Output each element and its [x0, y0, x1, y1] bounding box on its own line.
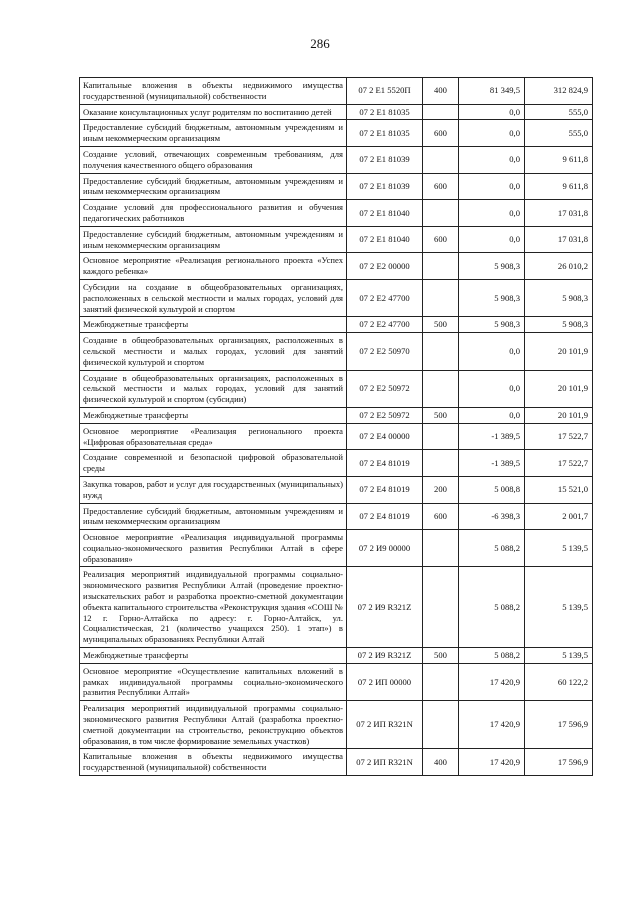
expense-type-cell: [423, 450, 459, 477]
expense-type-cell: 600: [423, 120, 459, 147]
change-amount-cell: 0,0: [459, 146, 525, 173]
change-amount-cell: 5 088,2: [459, 567, 525, 648]
change-amount-cell: 0,0: [459, 200, 525, 227]
budget-table: [79, 77, 593, 776]
expense-type-cell: 500: [423, 648, 459, 664]
total-amount-cell: 20 101,9: [525, 333, 593, 370]
target-article-code-cell: 07 2 ИП R321N: [347, 749, 423, 776]
change-amount-cell: 0,0: [459, 370, 525, 407]
expense-name-cell: Создание условий, отвечающих современным требованиям, для получения качественного общего образования: [80, 146, 347, 173]
expense-name-cell: Межбюджетные трансферты: [80, 317, 347, 333]
target-article-code-cell: 07 2 И9 R321Z: [347, 648, 423, 664]
total-amount-cell: 555,0: [525, 120, 593, 147]
expense-type-cell: [423, 333, 459, 370]
table-row: [80, 648, 593, 664]
expense-name-cell: Создание в общеобразовательных организациях, расположенных в сельской местности и малых городах, условий для занятий физической культурой и спортом (субсидии): [80, 370, 347, 407]
expense-type-cell: 400: [423, 749, 459, 776]
change-amount-cell: -6 398,3: [459, 503, 525, 530]
expense-name-cell: Предоставление субсидий бюджетным, автономным учреждениям и иным некоммерческим организациям: [80, 226, 347, 253]
total-amount-cell: 9 611,8: [525, 146, 593, 173]
change-amount-cell: 0,0: [459, 120, 525, 147]
expense-type-cell: [423, 567, 459, 648]
expense-type-cell: [423, 279, 459, 316]
expense-name-cell: Предоставление субсидий бюджетным, автономным учреждениям и иным некоммерческим организациям: [80, 173, 347, 200]
target-article-code-cell: 07 2 E4 81019: [347, 476, 423, 503]
table-row: [80, 146, 593, 173]
table-row: [80, 749, 593, 776]
change-amount-cell: 5 088,2: [459, 530, 525, 567]
expense-name-cell: Капитальные вложения в объекты недвижимого имущества государственной (муниципальной) собственности: [80, 749, 347, 776]
change-amount-cell: 0,0: [459, 173, 525, 200]
table-row: [80, 476, 593, 503]
target-article-code-cell: 07 2 E4 81019: [347, 503, 423, 530]
table-row: [80, 279, 593, 316]
total-amount-cell: 5 139,5: [525, 567, 593, 648]
expense-name-cell: Закупка товаров, работ и услуг для государственных (муниципальных) нужд: [80, 476, 347, 503]
total-amount-cell: 15 521,0: [525, 476, 593, 503]
change-amount-cell: 5 088,2: [459, 648, 525, 664]
total-amount-cell: 17 522,7: [525, 450, 593, 477]
total-amount-cell: 17 596,9: [525, 701, 593, 749]
expense-name-cell: Основное мероприятие «Осуществление капитальных вложений в рамках индивидуальной программы социально-экономического развития Республики Алтай»: [80, 663, 347, 700]
expense-type-cell: [423, 200, 459, 227]
total-amount-cell: 5 139,5: [525, 648, 593, 664]
target-article-code-cell: 07 2 E1 81040: [347, 200, 423, 227]
expense-name-cell: Предоставление субсидий бюджетным, автономным учреждениям и иным некоммерческим организациям: [80, 120, 347, 147]
target-article-code-cell: 07 2 E1 81039: [347, 173, 423, 200]
total-amount-cell: 26 010,2: [525, 253, 593, 280]
total-amount-cell: 5 908,3: [525, 317, 593, 333]
target-article-code-cell: 07 2 E4 81019: [347, 450, 423, 477]
expense-type-cell: 500: [423, 317, 459, 333]
total-amount-cell: 312 824,9: [525, 78, 593, 105]
expense-type-cell: [423, 701, 459, 749]
table-row: [80, 407, 593, 423]
table-row: [80, 200, 593, 227]
total-amount-cell: 5 908,3: [525, 279, 593, 316]
table-row: [80, 530, 593, 567]
expense-type-cell: [423, 663, 459, 700]
table-row: [80, 253, 593, 280]
expense-type-cell: 500: [423, 407, 459, 423]
table-row: [80, 701, 593, 749]
expense-name-cell: Субсидии на создание в общеобразовательных организациях, расположенных в сельской местности и малых городах, условий для занятий физической культурой и спортом: [80, 279, 347, 316]
target-article-code-cell: 07 2 E1 81035: [347, 120, 423, 147]
expense-type-cell: [423, 423, 459, 450]
table-row: [80, 333, 593, 370]
change-amount-cell: 81 349,5: [459, 78, 525, 105]
change-amount-cell: 17 420,9: [459, 749, 525, 776]
table-row: [80, 370, 593, 407]
change-amount-cell: 0,0: [459, 226, 525, 253]
table-row: [80, 104, 593, 120]
expense-type-cell: [423, 530, 459, 567]
target-article-code-cell: 07 2 E2 50972: [347, 407, 423, 423]
expense-type-cell: 600: [423, 503, 459, 530]
total-amount-cell: 9 611,8: [525, 173, 593, 200]
total-amount-cell: 17 031,8: [525, 200, 593, 227]
total-amount-cell: 20 101,9: [525, 407, 593, 423]
change-amount-cell: 5 008,8: [459, 476, 525, 503]
table-row: [80, 567, 593, 648]
expense-type-cell: 400: [423, 78, 459, 105]
target-article-code-cell: 07 2 E2 47700: [347, 279, 423, 316]
expense-name-cell: Основное мероприятие «Реализация индивидуальной программы социально-экономического развития Республики Алтай в сфере образования»: [80, 530, 347, 567]
expense-name-cell: Реализация мероприятий индивидуальной программы социально-экономического развития Республики Алтай (проведение проектно-изыскательских работ и разработка проектно-сметной документации объекта капитального строительства «Реконструкция здания «СОШ № 12 г. Горно-Алтайска по адресу: г. Горно-Алтайск, ул. Социалистическая, 21 (количество учащихся 250). 1 этап») в муниципальных образованиях Республики Алтай: [80, 567, 347, 648]
target-article-code-cell: 07 2 E2 50970: [347, 333, 423, 370]
expense-name-cell: Основное мероприятие «Реализация регионального проекта «Цифровая образовательная среда»: [80, 423, 347, 450]
total-amount-cell: 17 522,7: [525, 423, 593, 450]
total-amount-cell: 17 596,9: [525, 749, 593, 776]
target-article-code-cell: 07 2 ИП 00000: [347, 663, 423, 700]
target-article-code-cell: 07 2 E1 81040: [347, 226, 423, 253]
page-number: 286: [310, 36, 330, 51]
target-article-code-cell: 07 2 E2 00000: [347, 253, 423, 280]
expense-name-cell: Создание современной и безопасной цифровой образовательной среды: [80, 450, 347, 477]
table-row: [80, 423, 593, 450]
budget-table-body: [80, 78, 593, 776]
expense-name-cell: Межбюджетные трансферты: [80, 407, 347, 423]
target-article-code-cell: 07 2 E2 50972: [347, 370, 423, 407]
target-article-code-cell: 07 2 И9 R321Z: [347, 567, 423, 648]
expense-name-cell: Создание условий для профессионального развития и обучения педагогических работников: [80, 200, 347, 227]
expense-type-cell: [423, 104, 459, 120]
expense-type-cell: [423, 146, 459, 173]
table-row: [80, 120, 593, 147]
table-row: [80, 663, 593, 700]
expense-type-cell: [423, 253, 459, 280]
expense-type-cell: 600: [423, 226, 459, 253]
change-amount-cell: 17 420,9: [459, 701, 525, 749]
expense-type-cell: 200: [423, 476, 459, 503]
change-amount-cell: 0,0: [459, 407, 525, 423]
target-article-code-cell: 07 2 E1 5520П: [347, 78, 423, 105]
total-amount-cell: 5 139,5: [525, 530, 593, 567]
change-amount-cell: 5 908,3: [459, 253, 525, 280]
target-article-code-cell: 07 2 И9 00000: [347, 530, 423, 567]
change-amount-cell: 17 420,9: [459, 663, 525, 700]
target-article-code-cell: 07 2 E4 00000: [347, 423, 423, 450]
expense-name-cell: Создание в общеобразовательных организациях, расположенных в сельской местности и малых городах, условий для занятий физической культурой и спортом: [80, 333, 347, 370]
total-amount-cell: 555,0: [525, 104, 593, 120]
change-amount-cell: -1 389,5: [459, 450, 525, 477]
change-amount-cell: 5 908,3: [459, 317, 525, 333]
total-amount-cell: 20 101,9: [525, 370, 593, 407]
change-amount-cell: 5 908,3: [459, 279, 525, 316]
target-article-code-cell: 07 2 E1 81035: [347, 104, 423, 120]
change-amount-cell: -1 389,5: [459, 423, 525, 450]
total-amount-cell: 2 001,7: [525, 503, 593, 530]
change-amount-cell: 0,0: [459, 333, 525, 370]
target-article-code-cell: 07 2 E1 81039: [347, 146, 423, 173]
table-row: [80, 503, 593, 530]
expense-name-cell: Капитальные вложения в объекты недвижимого имущества государственной (муниципальной) собственности: [80, 78, 347, 105]
expense-name-cell: Межбюджетные трансферты: [80, 648, 347, 664]
change-amount-cell: 0,0: [459, 104, 525, 120]
expense-name-cell: Оказание консультационных услуг родителям по воспитанию детей: [80, 104, 347, 120]
table-row: [80, 173, 593, 200]
table-row: [80, 450, 593, 477]
total-amount-cell: 60 122,2: [525, 663, 593, 700]
expense-name-cell: Основное мероприятие «Реализация регионального проекта «Успех каждого ребенка»: [80, 253, 347, 280]
table-row: [80, 317, 593, 333]
table-row: [80, 78, 593, 105]
table-row: [80, 226, 593, 253]
target-article-code-cell: 07 2 E2 47700: [347, 317, 423, 333]
total-amount-cell: 17 031,8: [525, 226, 593, 253]
expense-type-cell: [423, 370, 459, 407]
expense-name-cell: Реализация мероприятий индивидуальной программы социально-экономического развития Республики Алтай (разработка проектно-сметной документации на строительство, реконструкцию объектов образования, в том числе формирование земельных участков): [80, 701, 347, 749]
target-article-code-cell: 07 2 ИП R321N: [347, 701, 423, 749]
expense-name-cell: Предоставление субсидий бюджетным, автономным учреждениям и иным некоммерческим организациям: [80, 503, 347, 530]
expense-type-cell: 600: [423, 173, 459, 200]
